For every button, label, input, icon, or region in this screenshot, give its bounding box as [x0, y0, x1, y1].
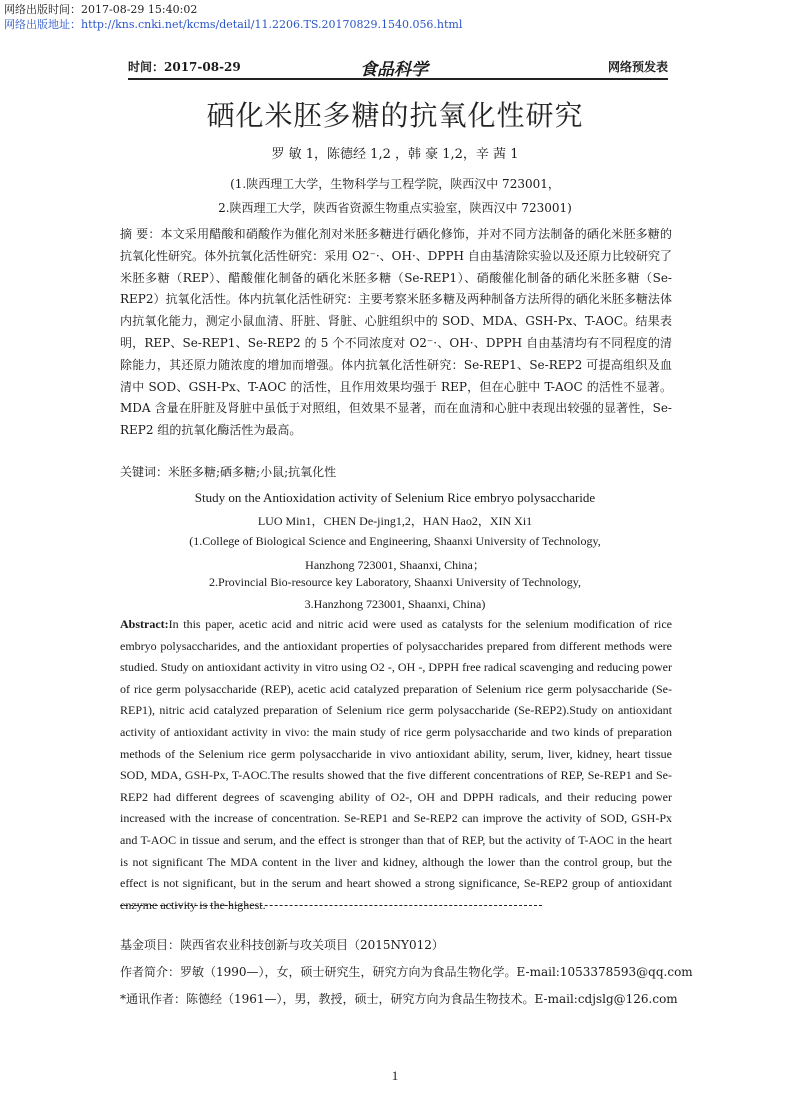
pub-url-link[interactable]: http://kns.cnki.net/kcms/detail/11.2206.TS.20170829.1540.056.html — [81, 18, 463, 31]
preprint-label: 网络预发表 — [607, 60, 668, 74]
pub-time: 2017-08-29 15:40:02 — [81, 3, 198, 16]
affiliation-zh-1: (1.陕西理工大学，生物科学与工程学院，陕西汉中 723001， — [230, 177, 560, 191]
page-number: 1 — [391, 1068, 399, 1083]
english-title: Study on the Antioxidation activity of Selenium Rice embryo polysaccharide — [194, 490, 596, 505]
english-affiliation-3: 2.Provincial Bio-resource key Laboratory, Shaanxi University of Technology, — [209, 575, 581, 589]
pub-time-label: 网络出版时间： — [4, 3, 81, 16]
abstract-en-label: Abstract: — [120, 617, 169, 631]
journal-logo: 食品科学 — [360, 60, 428, 80]
english-affiliation-1: (1.College of Biological Science and Engineering, Shaanxi University of Technology, — [189, 534, 601, 548]
pub-url-label: 网络出版地址： — [4, 18, 81, 31]
english-authors: LUO Min1，CHEN De-jing1,2，HAN Hao2，XIN Xi1 — [257, 514, 533, 528]
abstract-zh: 摘 要：本文采用醋酸和硝酸作为催化剂对米胚多糖进行硒化修饰，并对不同方法制备的硒化米胚多糖的抗氧化性研究。体外抗氧化活性研究：采用 O2⁻·、OH·、DPPH 自由基清除实验以及还原力比较研究了米胚多糖（REP）、醋酸催化制备的硒化米胚多糖（Se-REP1）、硝酸催化制备的硒化米胚多糖（Se-REP2）抗氧化活性。体内抗氧化活性研究：主要考察米胚多糖及两种制备方法所得的硒化米胚多糖法体内抗氧化能力，测定小鼠血清、肝脏、肾脏、心脏组织中的 SOD、MDA、GSH-Px、T-AOC。结果表明，REP、Se-REP1、Se-REP2 的 5 个不同浓度对 O2⁻·、OH·、DPPH 自由基清均有不同程度的清除能力，其还原力随浓度的增加而增强。体内抗氧化活性研究：Se-REP1、Se-REP2 可提高组织及血清中 SOD、GSH-Px、T-AOC 的活性，且作用效果均强于 REP，但在心脏中 T-AOC 的活性不显著。MDA 含量在肝脏及肾脏中虽低于对照组，但效果不显著，而在血清和心脏中表现出较强的显著性，Se-REP2 组的抗氧化酶活性为最高。 — [120, 227, 672, 438]
footnote-author-bio: 作者简介：罗敏（1990—），女，硕士研究生，研究方向为食品生物化学。E-mail:1053378593@qq.com — [120, 965, 693, 979]
publication-info — [4, 2, 462, 32]
affiliation-zh-2: 2.陕西理工大学，陕西省资源生物重点实验室，陕西汉中 723001) — [218, 201, 572, 215]
abstract-en-text: In this paper, acetic acid and nitric acid were used as catalysts for the selenium modification of rice embryo polysaccharides, and the antioxidant properties of polysaccharides prepared from different methods were studied. Study on antioxidant activity in vitro using O2 -, OH -, DPPH free radical scavenging and reducing power of rice germ polysaccharide (REP), acetic acid catalyzed preparation of Selenium rice germ polysaccharide (Se-REP1), nitric acid catalyzed preparation of Selenium rice germ polysaccharide (Se-REP2).Study on antioxidant activity of antioxidant activity in vivo: the main study of rice germ polysaccharide and two kinds of preparation methods of the Selenium rice germ polysaccharide in vivo antioxidant ability, serum, liver, kidney, heart tissue SOD, MDA, GSH-Px, T-AOC.The results showed that the five different concentrations of REP, Se-REP1 and Se-REP2 had different degrees of scavenging ability of O2-, OH and DPPH radicals, and their reducing power increased with the increase of concentration. Se-REP1 and Se-REP2 can improve the activity of SOD, GSH-Px and T-AOC in tissue and serum, and the effect is stronger than that of REP, but the activity of T-AOC in the heart is not significant The MDA content in the liver and kidney, although the lower than the control group, but the effect is not significant, but in the serum and heart showed a strong significance, Se-REP2 group of antioxidant enzyme activity is the highest. — [120, 617, 672, 912]
english-affiliation-4: 3.Hanzhong 723001, Shaanxi, China) — [304, 597, 486, 611]
paper-title: 硒化米胚多糖的抗氧化性研究 — [206, 99, 584, 132]
footnote-funding: 基金项目：陕西省农业科技创新与攻关项目（2015NY012） — [120, 938, 444, 952]
keywords-zh: 关键词：米胚多糖;硒多糖;小鼠;抗氧化性 — [120, 465, 337, 479]
footnote-divider — [120, 905, 542, 907]
english-affiliation-2: Hanzhong 723001, Shaanxi, China； — [305, 558, 485, 572]
abstract-en — [120, 614, 672, 916]
author-list: 罗 敏 1，陈德经 1,2 ，韩 豪 1,2，辛 茜 1 — [271, 147, 519, 162]
header-date: 时间：2017-08-29 — [128, 60, 241, 74]
running-header — [128, 58, 668, 80]
footnote-corresponding: *通讯作者：陈德经（1961—），男，教授，硕士，研究方向为食品生物技术。E-mail:cdjslg@126.com — [120, 992, 678, 1006]
